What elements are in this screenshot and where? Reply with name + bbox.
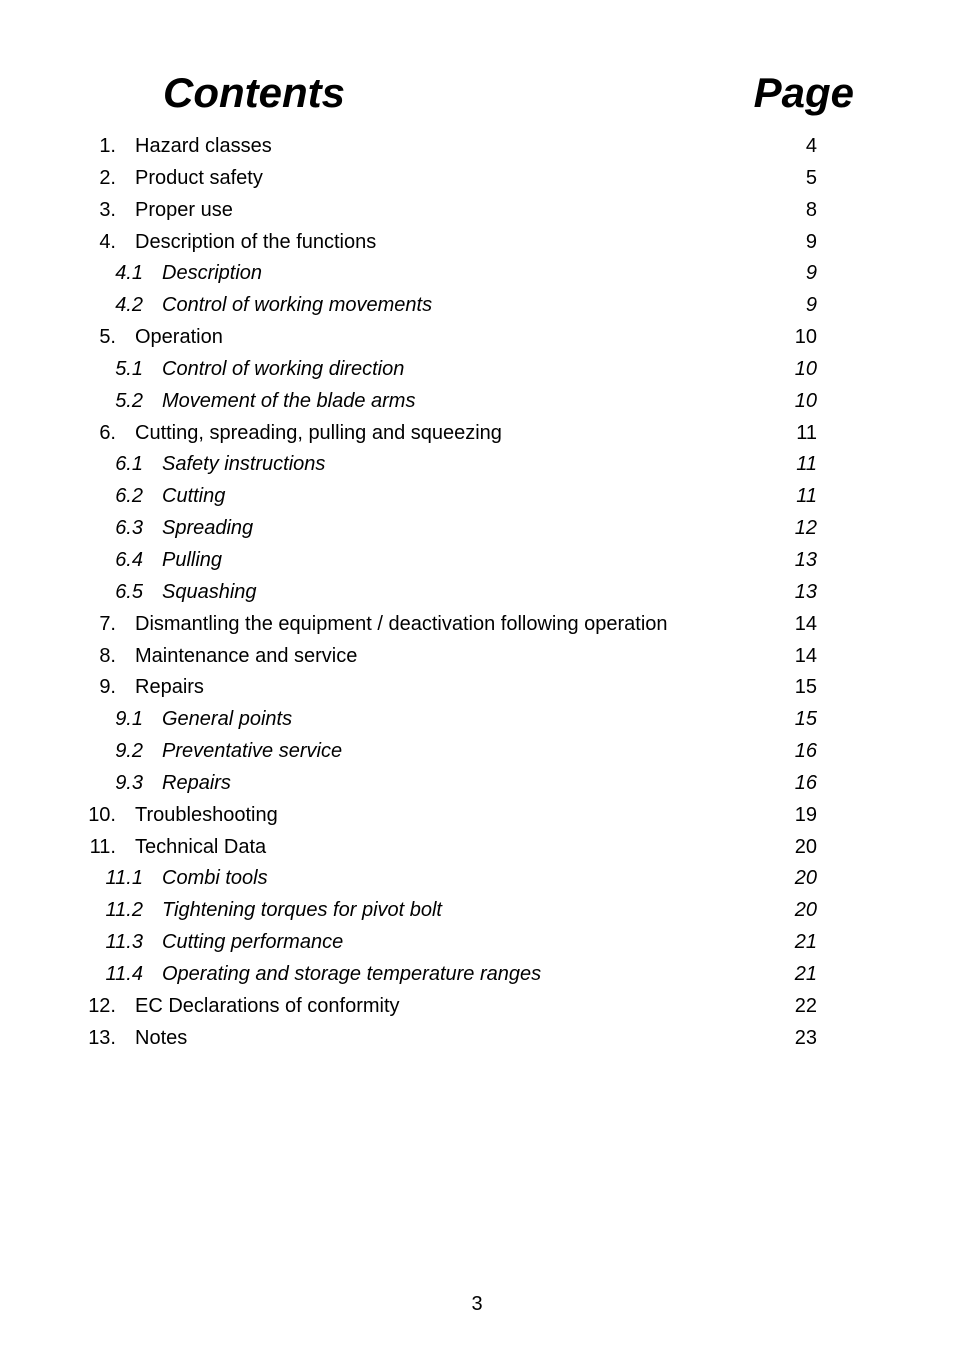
toc-entry-title: Notes [135, 1026, 188, 1049]
toc-entry-page: 9 [805, 262, 817, 285]
toc-subentry[interactable] [0, 545, 954, 577]
toc-entry-page: 20 [794, 835, 817, 858]
toc-entry-page: 11 [796, 421, 817, 444]
toc-entry-title: Safety instructions [162, 453, 326, 476]
toc-entry-page: 14 [794, 644, 817, 667]
toc-entry-number: 9. [99, 676, 116, 699]
toc-entry-page: 15 [794, 676, 817, 699]
toc-entry-title: Squashing [162, 580, 257, 603]
toc-entry-number: 9.3 [115, 771, 143, 794]
toc-entry-title: Proper use [135, 198, 233, 221]
toc-subentry[interactable] [0, 736, 954, 768]
toc-entry-page: 19 [794, 803, 817, 826]
toc-entry-title: Preventative service [162, 740, 343, 763]
page-column-heading: Page [753, 69, 854, 116]
toc-entry-title: Hazard classes [135, 135, 272, 157]
toc-entry-page: 13 [794, 580, 817, 603]
toc-subentry[interactable] [0, 513, 954, 545]
toc-entry[interactable] [0, 832, 954, 864]
toc-entry-number: 13. [88, 1026, 116, 1049]
toc-entry-number: 10. [88, 803, 116, 826]
toc-subentry[interactable] [0, 577, 954, 609]
toc-entry[interactable] [0, 131, 954, 163]
toc-entry-number: 5. [99, 326, 116, 349]
toc-entry-title: Troubleshooting [135, 803, 278, 826]
toc-subentry[interactable] [0, 704, 954, 736]
toc-subentry[interactable] [0, 481, 954, 513]
toc-entry[interactable] [0, 672, 954, 704]
toc-entry-number: 2. [99, 166, 116, 189]
toc-entry[interactable] [0, 609, 954, 641]
toc-entry-page: 13 [794, 548, 817, 571]
toc-entry-page: 5 [805, 166, 817, 189]
toc-entry-page: 22 [794, 994, 817, 1017]
toc-entry[interactable] [0, 227, 954, 259]
toc-entry-title: Cutting performance [162, 931, 344, 954]
toc-entry-number: 1. [99, 135, 116, 157]
toc-entry-title: Description of the functions [135, 230, 377, 253]
toc-entry-page: 10 [794, 326, 817, 349]
toc-entry-title: Operation [135, 326, 223, 349]
toc-entry-page: 11 [796, 453, 817, 476]
toc-entry-title: Control of working movements [162, 294, 433, 317]
toc-entry[interactable] [0, 1023, 954, 1055]
toc-entry-number: 9.1 [115, 708, 143, 731]
toc-subentry[interactable] [0, 290, 954, 322]
toc-entry[interactable] [0, 641, 954, 673]
toc-entry[interactable] [0, 195, 954, 227]
toc-subentry[interactable] [0, 354, 954, 386]
toc-entry-title: Product safety [135, 166, 263, 189]
toc-entry-title: Pulling [162, 548, 223, 571]
toc-entry-page: 9 [805, 230, 817, 253]
toc-entry-number: 12. [88, 994, 116, 1017]
toc-entry-number: 4.2 [115, 294, 143, 317]
toc-entry-title: Dismantling the equipment / deactivation following operation [135, 612, 668, 635]
toc-entry-title: Repairs [135, 676, 204, 699]
toc-entry-title: Operating and storage temperature ranges [162, 962, 542, 985]
toc-entry-page: 16 [794, 740, 817, 763]
toc-entry-number: 11.1 [105, 867, 143, 890]
toc-entry-page: 10 [794, 357, 817, 380]
toc-entry-number: 11.2 [105, 899, 143, 922]
toc-subentry[interactable] [0, 895, 954, 927]
toc-entry-title: Description [162, 262, 263, 285]
toc-entry[interactable] [0, 800, 954, 832]
toc-entry-title: Spreading [162, 517, 254, 540]
toc-entry[interactable] [0, 418, 954, 450]
toc-entry-page: 23 [794, 1026, 817, 1049]
toc-entry-number: 5.2 [115, 389, 143, 412]
toc-entry-title: Combi tools [162, 867, 268, 890]
toc-entry-number: 3. [99, 198, 116, 221]
toc-entry-number: 6.4 [115, 548, 143, 571]
toc-entry[interactable] [0, 991, 954, 1023]
toc-entry[interactable] [0, 163, 954, 195]
toc-entry-number: 9.2 [115, 740, 143, 763]
toc-subentry[interactable] [0, 449, 954, 481]
toc-entry-title: Control of working direction [162, 357, 405, 380]
toc-subentry[interactable] [0, 927, 954, 959]
toc-subentry[interactable] [0, 258, 954, 290]
toc-entry-title: General points [162, 708, 293, 731]
toc-entry-page: 4 [805, 135, 817, 157]
toc-entry-number: 4.1 [115, 262, 143, 285]
toc-entry-page: 21 [794, 962, 817, 985]
toc-entry-title: Movement of the blade arms [162, 389, 416, 412]
contents-heading: Contents [163, 69, 345, 116]
toc-entry-page: 15 [794, 708, 817, 731]
toc-entry-title: Technical Data [135, 835, 267, 858]
toc-subentry[interactable] [0, 386, 954, 418]
table-of-contents [0, 131, 954, 1054]
toc-entry-number: 4. [99, 230, 116, 253]
toc-entry-page: 16 [794, 771, 817, 794]
toc-entry-number: 6.3 [115, 517, 143, 540]
footer-page-number: 3 [471, 1293, 483, 1315]
toc-entry-title: Repairs [162, 771, 231, 794]
toc-entry-number: 11.3 [105, 931, 143, 954]
toc-entry-title: Cutting [162, 485, 226, 508]
toc-entry-page: 10 [794, 389, 817, 412]
toc-entry-page: 20 [794, 899, 817, 922]
toc-entry-page: 9 [805, 294, 817, 317]
toc-entry-number: 11.4 [105, 962, 143, 985]
toc-entry-number: 6. [99, 421, 116, 444]
toc-entry-number: 6.1 [115, 453, 143, 476]
toc-entry-title: EC Declarations of conformity [135, 994, 400, 1017]
toc-entry[interactable] [0, 322, 954, 354]
toc-subentry[interactable] [0, 863, 954, 895]
toc-entry-title: Tightening torques for pivot bolt [162, 899, 442, 922]
toc-subentry[interactable] [0, 959, 954, 991]
toc-entry-number: 6.2 [115, 485, 143, 508]
toc-entry-number: 7. [99, 612, 116, 635]
toc-entry-title: Maintenance and service [135, 644, 358, 667]
toc-entry-number: 6.5 [115, 580, 143, 603]
toc-entry-page: 8 [805, 198, 817, 221]
toc-entry-number: 5.1 [115, 357, 143, 380]
toc-entry-title: Cutting, spreading, pulling and squeezing [135, 421, 502, 444]
toc-entry-page: 11 [796, 485, 817, 508]
toc-entry-page: 12 [794, 517, 817, 540]
toc-entry-page: 20 [794, 867, 817, 890]
toc-entry-number: 11. [89, 835, 116, 858]
toc-subentry[interactable] [0, 768, 954, 800]
toc-entry-page: 14 [794, 612, 817, 635]
toc-entry-page: 21 [794, 931, 817, 954]
toc-entry-number: 8. [99, 644, 116, 667]
